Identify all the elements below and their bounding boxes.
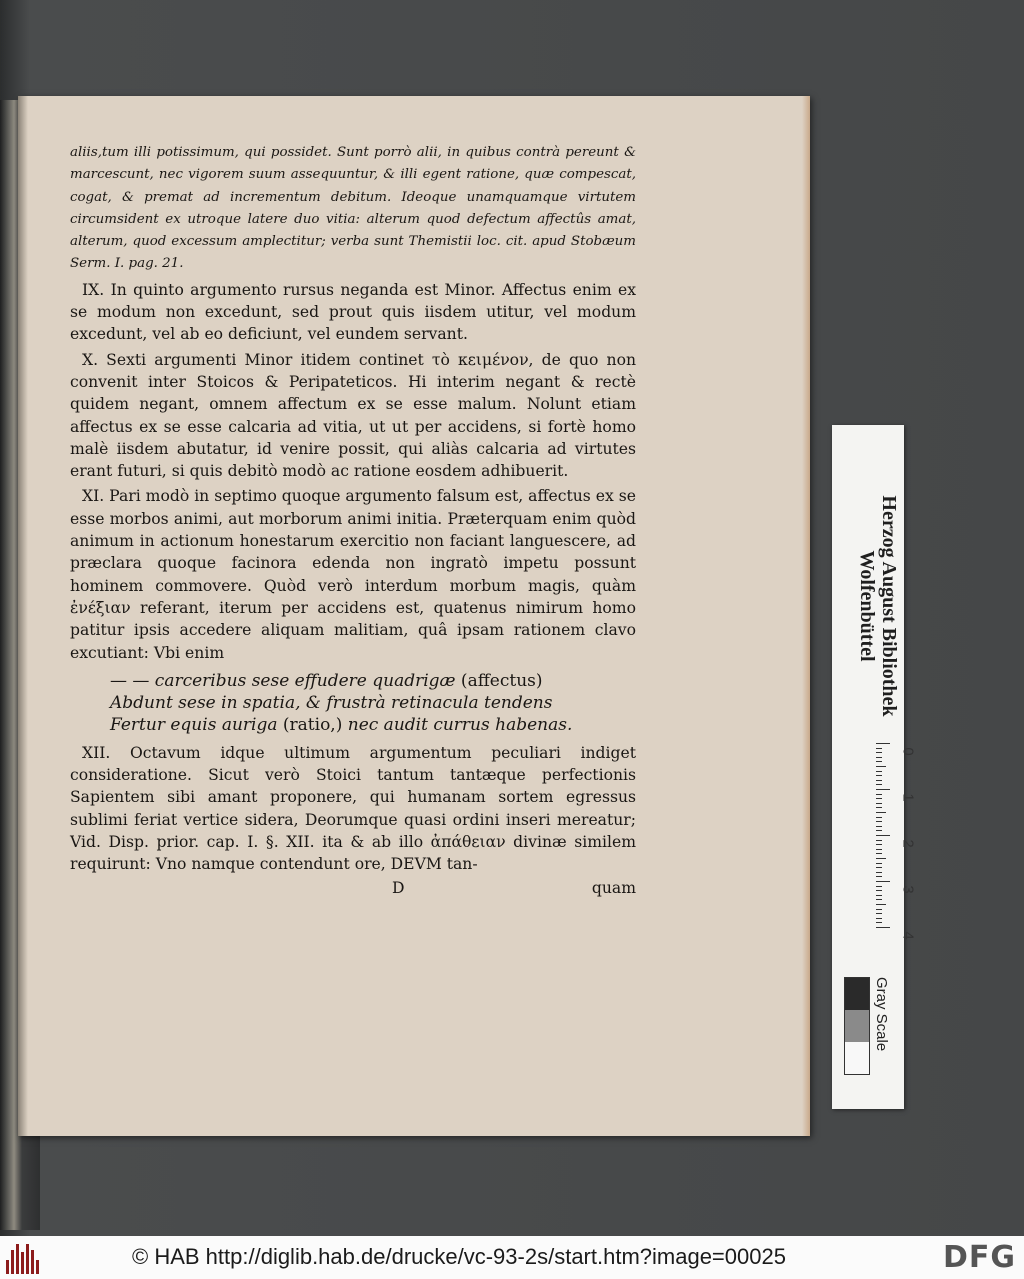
ruler-tick — [876, 771, 882, 772]
dfg-logo: DFG — [942, 1240, 1016, 1275]
verse-line-3: Fertur equis auriga (ratio,) nec audit currus habenas. — [110, 714, 573, 735]
ruler-tick — [876, 817, 882, 818]
scale-number: 0 — [899, 747, 917, 756]
ruler-tick — [876, 789, 890, 790]
ruler-tick — [876, 913, 882, 914]
ruler-tick — [876, 798, 882, 799]
ruler-tick — [876, 895, 882, 896]
ruler-tick — [876, 844, 882, 845]
ruler-tick — [876, 766, 886, 767]
ruler-tick — [876, 927, 890, 928]
gray-scale-label: Gray Scale — [873, 977, 890, 1052]
page-footer-line — [70, 879, 636, 903]
catchword: quam — [591, 878, 636, 897]
gray-patch-dark — [845, 978, 869, 1010]
copyright-link[interactable]: © HAB http://diglib.hab.de/drucke/vc-93-2s/start.htm?image=00025 — [132, 1244, 786, 1269]
verse-quotation — [110, 670, 636, 736]
scale-number: 2 — [899, 839, 917, 848]
ruler-tick — [876, 748, 882, 749]
paragraph-x: X. Sexti argumenti Minor itidem continet τὸ κειμένον, de quo non convenit inter Stoicos & Peripateticos. Hi interim negant & rectè quidem negant, omnem affectum ex se esse malum. Nolunt etiam affectus ex se esse calcaria ad vitia, ut ut per accidens, si fortè homo malè iisdem abutatur, id venire possit, qui aliàs calcaria ad virtutes erant futuri, si quis debitò modò ac ratione eosdem adhibuerit. — [70, 350, 636, 481]
ruler-tick — [876, 909, 882, 910]
paragraph-continuation: aliis,tum illi potissimum, qui possidet. Sunt porrò alii, in quibus contrà pereunt & marcescunt, nec vigorem suum assequuntur, & illi egent ratione, quæ compescat, cogat, & premat ad incrementum debitum. Ideoque unamquamque virtutem circumsident ex utroque latere duo vitia: alterum quod defectum affectûs amat, alterum, quod excessum amplectitur; verba sunt Themistii loc. cit. apud Stobæum Serm. I. pag. 21. — [70, 145, 636, 272]
ruler-tick — [876, 867, 882, 868]
ruler-tick — [876, 752, 882, 753]
color-reference-ruler — [832, 425, 917, 1109]
ruler-tick — [876, 807, 882, 808]
scale-number: 1 — [899, 793, 917, 802]
ruler-tick — [876, 780, 882, 781]
ruler-scale — [890, 743, 917, 943]
ruler-tick — [876, 826, 882, 827]
ruler-label-line-1: Herzog August Bibliothek — [878, 495, 900, 717]
verse-line-2: Abdunt sese in spatia, & frustrà retinacula tendens — [110, 692, 553, 713]
paragraph-ix: IX. In quinto argumento rursus neganda est Minor. Affectus enim ex se modum non excedunt, sed prout quis iisdem utitur, vel modum excedunt, vel ab eo deficiunt, vel eundem servant. — [70, 280, 636, 344]
paragraph-xi: XI. Pari modò in septimo quoque argumento falsum est, affectus ex se esse morbos animi, aut morborum animi initia. Præterquam enim quòd animum in actionum honestarum exercitio non faciant languescere, ad præclara quoque facinora edenda non ingratò impetu possunt hominem commovere. Quòd verò interdum morbum magis, quàm ἐνέξιαν referant, iterum per accidens est, quatenus nimirum homo patitur ipsis accedere aliquam malitiam, quâ ipsam rationem clavo excutiant: Vbi enim — [70, 487, 636, 662]
ruler-label-line-2: Wolfenbüttel — [856, 550, 878, 662]
ruler-tick — [876, 835, 890, 836]
ruler-tick — [876, 890, 882, 891]
scale-number: 4 — [899, 931, 917, 940]
ruler-tick — [876, 918, 882, 919]
ruler-tick — [876, 886, 882, 887]
ruler-tick — [876, 922, 882, 923]
ruler-tick — [876, 904, 886, 905]
ruler-label — [856, 481, 900, 731]
ruler-tick — [876, 840, 882, 841]
gray-patch-light — [845, 1042, 869, 1074]
footer-bar — [0, 1236, 1024, 1279]
gray-scale-patches — [844, 977, 870, 1075]
ruler-tick — [876, 803, 882, 804]
gray-patch-mid — [845, 1010, 869, 1042]
ruler-tick — [876, 757, 882, 758]
scale-number: 3 — [899, 885, 917, 894]
verse-line-1: — — carceribus sese effudere quadrigæ (affectus) — [110, 670, 543, 691]
ruler-tick — [876, 853, 882, 854]
ruler-tick — [876, 743, 890, 744]
ruler-tick — [876, 872, 882, 873]
hab-logo-icon — [6, 1242, 46, 1274]
ruler-tick — [876, 849, 882, 850]
ruler-tick — [876, 794, 882, 795]
ruler-tick — [876, 858, 886, 859]
ruler-tick — [876, 876, 882, 877]
ruler-tick — [876, 761, 882, 762]
ruler-tick — [876, 775, 882, 776]
ruler-tick — [876, 830, 882, 831]
ruler-tick — [876, 784, 882, 785]
page-text — [70, 142, 636, 903]
ruler-tick — [876, 821, 882, 822]
ruler-tick — [876, 863, 882, 864]
paragraph-xii: XII. Octavum idque ultimum argumentum peculiari indiget consideratione. Sicut verò Stoici tantum tantæque perfectionis Sapientem sibi amant proponere, qui humanam sortem egressus sublimi feriat vertice sidera, Deorumque quasi ordini inseri mereatur; Vid. Disp. prior. cap. I. §. XII. ita & ab illo ἀπάθειαν divinæ similem requirunt: Vno namque contendunt ore, DEVM tan- — [70, 743, 636, 874]
ruler-tick — [876, 899, 882, 900]
ruler-tick — [876, 812, 886, 813]
signature-mark: D — [392, 878, 405, 897]
ruler-tick — [876, 881, 890, 882]
